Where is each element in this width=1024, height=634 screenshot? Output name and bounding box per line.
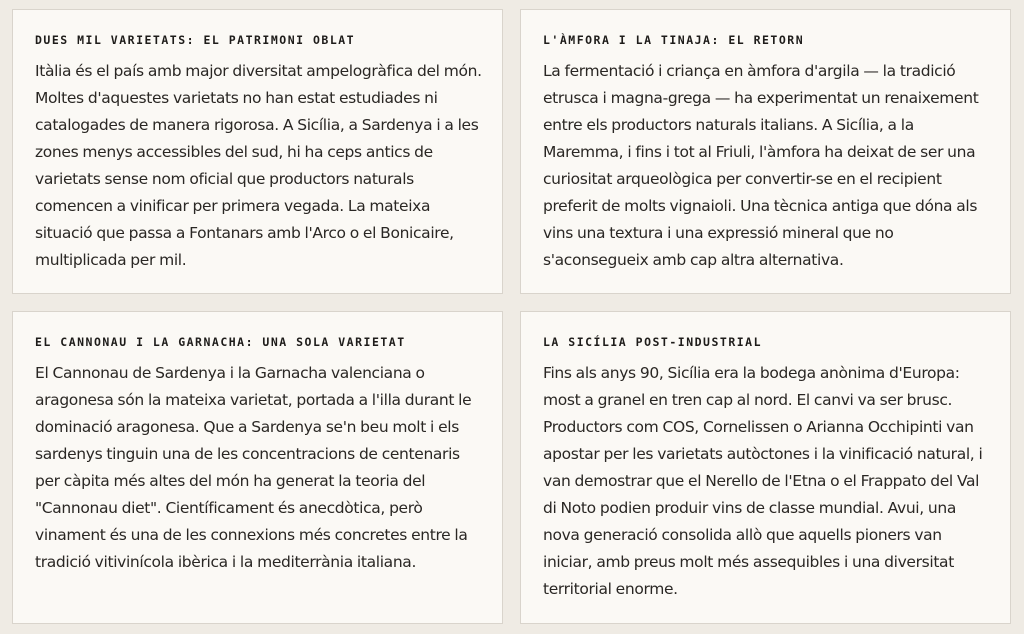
card-body: Itàlia és el país amb major diversitat ampelogràfica del món. Moltes d'aquestes varietats no han estat estudiades ni catalogades de manera rigorosa. A Sicília, a Sardenya i a les zones menys accessibles del sud, hi ha ceps antics de varietats sense nom oficial que productors naturals comencen a vinificar per primera vegada. La mateixa situació que passa a Fontanars amb l'Arco o el Bonicaire, multiplicada per mil.: [35, 62, 482, 269]
card-title: EL CANNONAU I LA GARNACHA: UNA SOLA VARIETAT: [35, 335, 406, 349]
card-body: La fermentació i criança en àmfora d'argila — la tradició etrusca i magna-grega — ha experimentat un renaixement entre els productors naturals italians. A Sicília, a la Maremma, i fins i tot al Friuli, l'àmfora ha deixat de ser una curiositat arqueològica per convertir-se en el recipient preferit de molts vignaioli. Una tècnica antiga que dóna als vins una textura i una expressió mineral que no s'aconsegueix amb cap altra alternativa.: [543, 62, 979, 269]
card-body: Fins als anys 90, Sicília era la bodega anònima d'Europa: most a granel en tren cap al nord. El canvi va ser brusc. Productors com COS, Cornelissen o Arianna Occhipinti van apostar per les varietats autòctones i la vinificació natural, i van demostrar que el Nerello de l'Etna o el Frappato del Val di Noto podien produir vins de classe mundial. Avui, una nova generació consolida allò que aquells pioners van iniciar, amb preus molt més assequibles i una diversitat territorial enorme.: [543, 364, 983, 598]
info-card-sicilia: [520, 311, 1011, 624]
card-title: LA SICÍLIA POST-INDUSTRIAL: [543, 335, 763, 349]
card-title: L'ÀMFORA I LA TINAJA: EL RETORN: [543, 33, 805, 47]
info-card-cannonau: [12, 311, 503, 624]
info-card-varietats: [12, 9, 503, 294]
card-body: El Cannonau de Sardenya i la Garnacha valenciana o aragonesa són la mateixa varietat, portada a l'illa durant le dominació aragonesa. Que a Sardenya se'n beu molt i els sardenys tinguin una de les concentracions de centenaris per càpita més altes del món ha generat la teoria del "Cannonau diet". Científicament és anecdòtica, però vinament és una de les connexions més concretes entre la tradició vitivinícola ibèrica i la mediterrània italiana.: [35, 364, 472, 571]
info-card-amfora: [520, 9, 1011, 294]
card-title: DUES MIL VARIETATS: EL PATRIMONI OBLAT: [35, 33, 356, 47]
